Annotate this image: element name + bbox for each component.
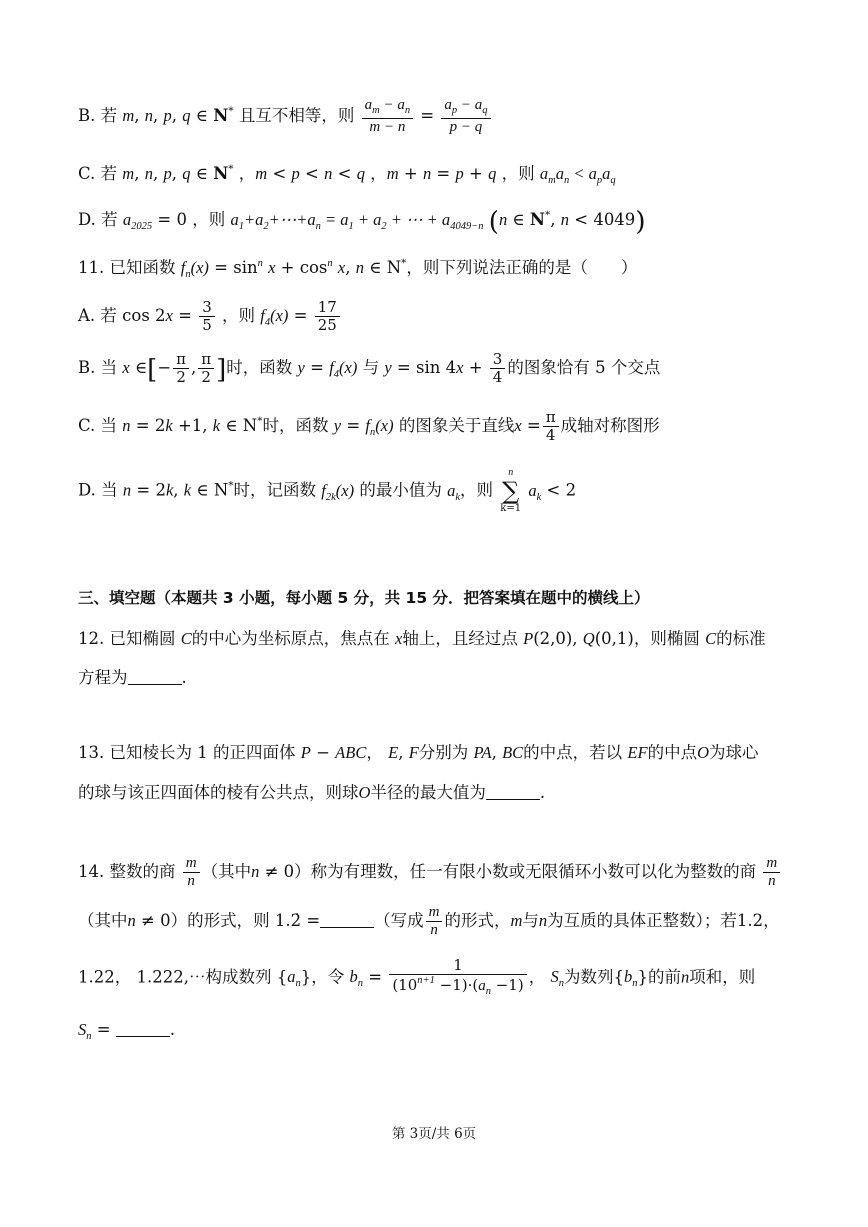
q11-option-d: D. 当 n = 2k, k ∈ N*时，记函数 $f_{2k}(x)$ 的最小值为 $a_k$，则 n ∑ k=1 $a_k < 2$ — [78, 467, 577, 514]
question-14-line3: 1.22， 1.222,⋯构成数列 $\{a_n\}$，令 $b_n$ = $\frac{1}{(10^{n+1} -1)\cdot(a_n -1)}$ ， $S_n$为数列$\{b_n\}$的前n项和，则 — [78, 956, 756, 997]
q11-option-b: B. 当 x ∈[− $\frac{\pi}{2}$ , $\frac{\pi}{2}$ ]时，函数 $y = f_4(x)$ 与 y = sin 4x + $\frac{3}{4}$ 的图象恰有 5 个交点 — [78, 350, 661, 386]
answer-blank[interactable] — [116, 1022, 170, 1037]
fraction-2: $\frac{a_p - a_q}{p - q}$ — [441, 98, 490, 135]
question-14-line2: （其中n ≠ 0）的形式，则 1.2̇ = （写成 $\frac{m}{n}$ 的形式，m与n为互质的具体正整数）；若1.2， — [78, 904, 780, 938]
summation: n ∑ k=1 — [500, 467, 522, 514]
answer-blank[interactable] — [486, 785, 540, 800]
question-14-line1: 14. 整数的商 $\frac{m}{n}$ （其中n ≠ 0）称为有理数，任一有限小数或无限循环小数可以化为整数的商 $\frac{m}{n}$ — [78, 856, 782, 889]
answer-blank[interactable] — [320, 913, 374, 928]
option-c: C. 若 m, n, p, q ∈ N* ，m < p < n < q ，m + n = p + q ，则 $a_ma_n < a_pa_q$ — [78, 163, 616, 186]
fraction-1: $\frac{a_m - a_n}{m - n}$ — [362, 98, 413, 135]
section-heading: 三、填空题（本题共 3 小题，每小题 5 分，共 15 分．把答案填在题中的横线上） — [78, 589, 650, 607]
question-12-line2: 方程为 . — [78, 668, 187, 687]
option-b: B. 若 m, n, p, q ∈ N* 且互不相等，则 $\frac{a_m - a_n}{m - n}$ = $\frac{a_p - a_q}{p - q}$ — [78, 98, 493, 135]
q11-option-c: C. 当 n = 2k +1, k ∈ N*时，函数 $y = f_n(x)$ 的图象关于直线x = $\frac{\pi}{4}$ 成轴对称图形 — [78, 408, 660, 444]
question-13-line1: 13. 已知棱长为 1 的正四面体 P − ABC， E, F分别为 PA, BC的中点，若以 EF的中点O为球心 — [78, 743, 759, 762]
page-footer: 第 3页/共 6页 — [391, 1126, 477, 1142]
question-14-line4: $S_n$ = . — [78, 1020, 176, 1042]
q11-option-a: A. 若 cos 2x = $\frac{3}{5}$ ，则 $f_4(x)$ = $\frac{17}{25}$ — [78, 300, 342, 333]
question-11: 11. 已知函数 $f_n(x) = \sin^n x + \cos^n x$, n ∈ N*，则下列说法正确的是（ ） — [78, 257, 638, 280]
answer-blank[interactable] — [128, 670, 182, 685]
question-12-line1: 12. 已知椭圆 C的中心为坐标原点，焦点在 x轴上，且经过点 P(2,0), Q(0,1)，则椭圆 C的标准 — [78, 629, 766, 648]
question-13-line2: 的球与该正四面体的棱有公共点，则球O半径的最大值为 . — [78, 783, 546, 802]
option-d: D. 若 $a_{2025} = 0$ ，则 $a_1+a_2+\cdots+a_n = a_1 + a_2$ + ⋯ + $a_{4049-n}$ (n ∈ N*, n < 4049) — [78, 207, 646, 237]
